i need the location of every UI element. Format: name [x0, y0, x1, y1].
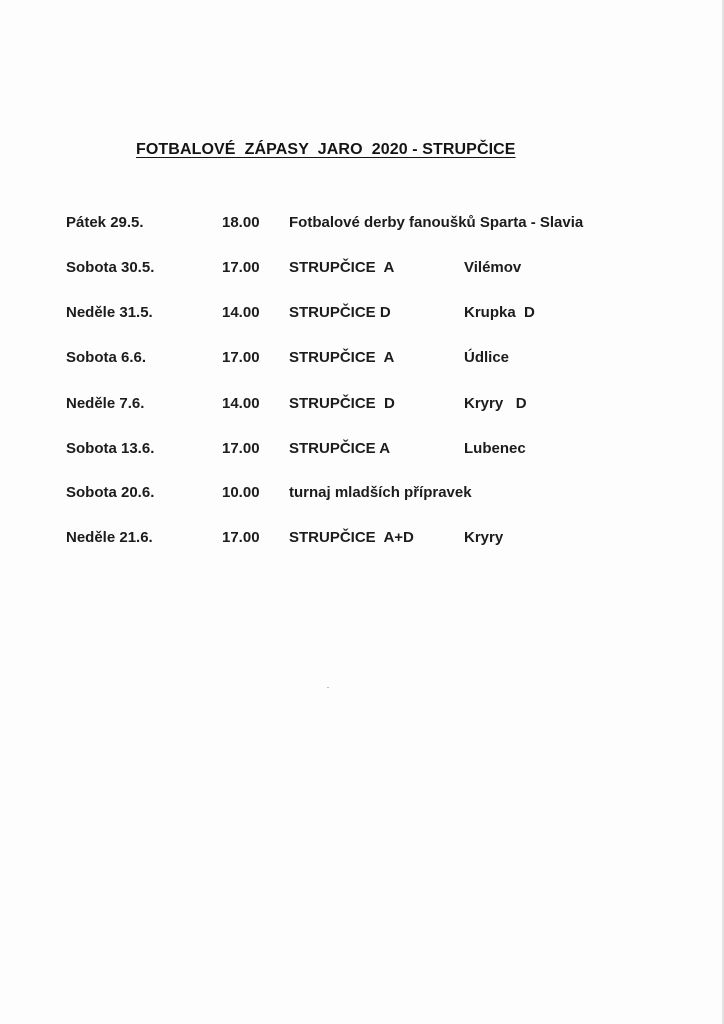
match-day: Sobota 6.6. [66, 349, 147, 366]
away-team: Vilémov [464, 259, 522, 276]
match-time: 18.00 [222, 214, 260, 231]
match-day: Sobota 30.5. [66, 259, 155, 276]
match-row [0, 440, 724, 462]
match-day: Neděle 21.6. [66, 529, 153, 546]
match-day: Neděle 31.5. [66, 304, 153, 321]
match-time: 14.00 [222, 304, 260, 321]
match-time: 17.00 [222, 259, 260, 276]
home-team: STRUPČICE A [289, 259, 395, 276]
match-row [0, 529, 724, 551]
away-team: Lubenec [464, 440, 526, 457]
scan-speck [327, 687, 329, 688]
home-team: STRUPČICE D [289, 304, 391, 321]
away-team: Krupka D [464, 304, 535, 321]
match-row [0, 484, 724, 506]
home-team: STRUPČICE A+D [289, 529, 414, 546]
document-title: FOTBALOVÉ ZÁPASY JARO 2020 - STRUPČICE [136, 141, 516, 158]
home-team: STRUPČICE A [289, 349, 395, 366]
match-row [0, 214, 724, 236]
match-day: Pátek 29.5. [66, 214, 144, 231]
match-day: Neděle 7.6. [66, 395, 145, 412]
match-day: Sobota 13.6. [66, 440, 155, 457]
match-time: 14.00 [222, 395, 260, 412]
away-team: Kryry D [464, 395, 527, 412]
match-row [0, 259, 724, 281]
match-time: 17.00 [222, 529, 260, 546]
match-event: turnaj mladších přípravek [289, 484, 472, 501]
match-time: 10.00 [222, 484, 260, 501]
match-event: Fotbalové derby fanoušků Sparta - Slavia [289, 214, 584, 231]
away-team: Kryry [464, 529, 504, 546]
home-team: STRUPČICE A [289, 440, 391, 457]
home-team: STRUPČICE D [289, 395, 395, 412]
match-row [0, 304, 724, 326]
match-row [0, 349, 724, 371]
match-time: 17.00 [222, 440, 260, 457]
match-time: 17.00 [222, 349, 260, 366]
match-row [0, 395, 724, 417]
match-day: Sobota 20.6. [66, 484, 155, 501]
away-team: Údlice [464, 349, 510, 366]
